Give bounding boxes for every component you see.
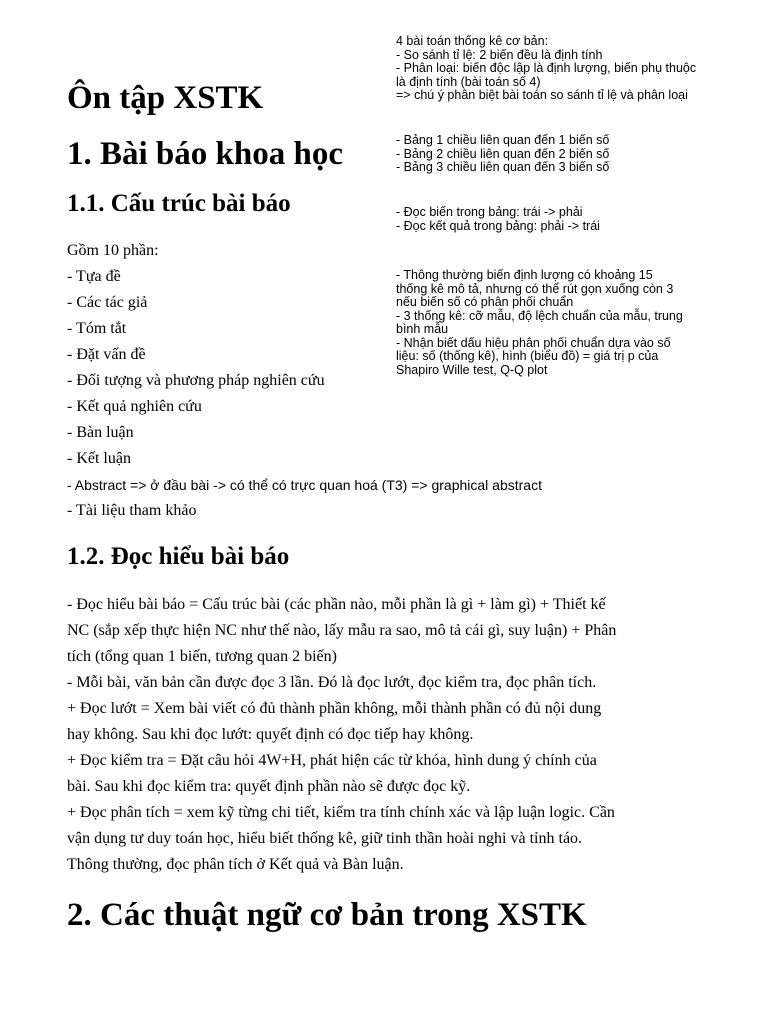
note-line: nếu biến số có phân phối chuẩn	[396, 295, 574, 309]
list-item: - Đối tượng và phương pháp nghiên cứu	[67, 372, 325, 389]
list-item: - Đặt vấn đề	[67, 346, 146, 363]
section-1-1-heading: 1.1. Cấu trúc bài báo	[67, 190, 291, 217]
paragraph-line: - Đọc hiểu bài báo = Cấu trúc bài (các phần nào, mỗi phần là gì + làm gì) + Thiết kế	[67, 596, 606, 613]
paragraph-line: + Đọc kiểm tra = Đặt câu hỏi 4W+H, phát hiện các từ khóa, hình dung ý chính của	[67, 752, 597, 769]
section-2-heading: 2. Các thuật ngữ cơ bản trong XSTK	[67, 897, 587, 933]
reading-paragraphs	[67, 592, 707, 878]
paragraph-line: vận dụng tư duy toán học, hiểu biết thống kê, giữ tinh thần hoài nghi và tỉnh táo.	[67, 830, 583, 847]
note-line: - Thông thường biến định lượng có khoảng 15	[396, 268, 653, 282]
document-title: Ôn tập XSTK	[67, 80, 264, 116]
paragraph-line: tích (tổng quan 1 biến, tương quan 2 biến)	[67, 648, 337, 665]
list-item: - Bàn luận	[67, 424, 134, 441]
side-note-statistics-problems	[396, 35, 696, 103]
list-item: - Tựa đề	[67, 268, 121, 285]
side-note-quantitative-variables	[396, 269, 683, 377]
note-line: - So sánh tỉ lệ: 2 biến đều là định tính	[396, 47, 603, 62]
note-line: - Đọc kết quả trong bảng: phải -> trái	[396, 218, 600, 233]
note-line: thống kê mô tả, nhưng có thể rút gọn xuống còn 3	[396, 281, 674, 296]
paragraph-line: hay không. Sau khi đọc lướt: quyết định có đọc tiếp hay không.	[67, 726, 474, 743]
note-line: Shapiro Wille test, Q-Q plot	[396, 362, 548, 377]
note-line: - Bảng 3 chiều liên quan đến 3 biến số	[396, 160, 610, 174]
note-line: - Đọc biến trong bảng: trái -> phải	[396, 205, 583, 219]
paragraph-line: + Đọc lướt = Xem bài viết có đủ thành phần không, mỗi thành phần có đủ nội dung	[67, 700, 602, 717]
note-line: - Nhận biết dấu hiệu phân phối chuẩn dựa vào số	[396, 335, 671, 350]
note-line: - Bảng 1 chiều liên quan đến 1 biến số	[396, 133, 610, 147]
list-intro: Gồm 10 phần:	[67, 242, 159, 259]
paragraph-line: + Đọc phân tích = xem kỹ từng chi tiết, kiểm tra tính chính xác và lập luận logic. Cần	[67, 804, 615, 821]
section-1-heading: 1. Bài báo khoa học	[67, 136, 343, 172]
list-item: - Các tác giả	[67, 294, 148, 311]
list-item: - Tóm tắt	[67, 320, 127, 337]
note-line: bình mẫu	[396, 322, 449, 336]
note-line: - 3 thống kê: cỡ mẫu, độ lệch chuẩn của mẫu, trung	[396, 308, 683, 323]
note-line: 4 bài toán thống kê cơ bản:	[396, 34, 549, 48]
list-item: - Kết luận	[67, 450, 131, 467]
paragraph-line: bài. Sau khi đọc kiểm tra: quyết định phần nào sẽ được đọc kỹ.	[67, 778, 471, 795]
paragraph-line: Thông thường, đọc phân tích ở Kết quả và Bàn luận.	[67, 856, 404, 873]
list-item: - Tài liệu tham khảo	[67, 502, 197, 519]
paragraph-line: - Mỗi bài, văn bản cần được đọc 3 lần. Đó là đọc lướt, đọc kiểm tra, đọc phân tích.	[67, 674, 597, 691]
list-item-abstract: - Abstract => ở đầu bài -> có thể có trực quan hoá (T3) => graphical abstract	[67, 477, 542, 493]
note-line: => chú ý phân biệt bài toán so sánh tỉ lệ và phân loại	[396, 88, 688, 102]
note-line: liệu: số (thống kê), hình (biểu đồ) = giá trị p của	[396, 349, 659, 363]
list-item: - Kết quả nghiên cứu	[67, 398, 202, 415]
note-line: - Bảng 2 chiều liên quan đến 2 biến số	[396, 146, 610, 161]
side-note-table-dimensions	[396, 134, 609, 175]
section-1-2-heading: 1.2. Đọc hiểu bài báo	[67, 543, 290, 570]
note-line: - Phân loại: biến độc lập là định lượng, biến phụ thuộc	[396, 61, 697, 75]
paragraph-line: NC (sắp xếp thực hiện NC như thế nào, lấy mẫu ra sao, mô tả cái gì, suy luận) + Phân	[67, 622, 617, 639]
note-line: là định tính (bài toán số 4)	[396, 74, 541, 89]
side-note-table-reading	[396, 206, 600, 233]
